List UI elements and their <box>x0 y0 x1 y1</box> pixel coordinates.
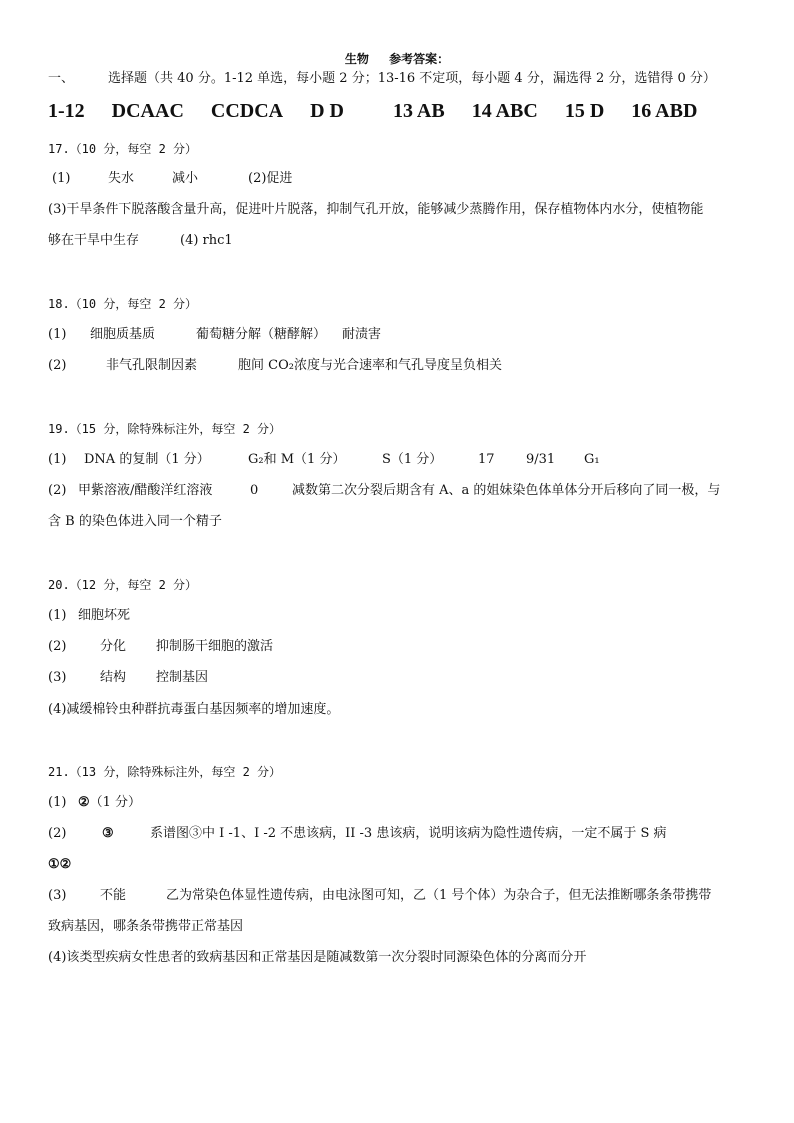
q19-header: 19.（15 分，除特殊标注外，每空 2 分） <box>48 422 282 436</box>
answer-16: 16 ABD <box>631 100 698 122</box>
q21-line6: (4)该类型疾病女性患者的致病基因和正常基因是随减数第一次分裂时同源染色体的分离而分开 <box>48 950 587 965</box>
page-title <box>0 50 794 68</box>
section1-text: 选择题（共 40 分。1-12 单选，每小题 2 分；13-16 不定项，每小题 4 分，漏选得 2 分，选错得 0 分） <box>108 71 716 86</box>
q21-line5: 致病基因，哪条条带携带正常基因 <box>48 919 244 934</box>
answer-13: 13 AB <box>393 100 445 122</box>
section1-number: 一、 <box>48 71 75 86</box>
answer-group-1: DCAAC <box>111 100 184 122</box>
q20-line1: (1) 细胞坏死 <box>48 608 131 623</box>
answer-group-3: D D <box>310 100 344 122</box>
q17-line3: 够在干旱中生存 (4) rhc1 <box>48 233 233 248</box>
q21-line3: ①② <box>48 857 72 872</box>
answer-key-title: 参考答案： <box>389 52 450 66</box>
answer-14: 14 ABC <box>471 100 538 122</box>
q21-line2: (2) ③ 系谱图③中 I -1、I -2 不患该病，II -3 患该病，说明该病为隐性遗传病，一定不属于 S 病 <box>48 826 667 841</box>
q18-header: 18.（10 分，每空 2 分） <box>48 297 198 311</box>
q19-line2: (2) 甲紫溶液/醋酸洋红溶液 0 减数第二次分裂后期含有 A、a 的姐妹染色体单体分开后移向了同一极，与 <box>48 483 721 498</box>
q20-line2: (2) 分化 抑制肠干细胞的激活 <box>48 639 274 654</box>
q18-line2: (2) 非气孔限制因素 胞间 CO₂浓度与光合速率和气孔导度呈负相关 <box>48 358 502 373</box>
q21-line1: (1) ②（1 分） <box>48 795 142 810</box>
q17-line2: (3)干旱条件下脱落酸含量升高，促进叶片脱落，抑制气孔开放，能够减少蒸腾作用，保存植物体内水分，使植物能 <box>48 202 704 217</box>
q19-line3: 含 B 的染色体进入同一个精子 <box>48 514 222 529</box>
q17-line1: (1) 失水 减小 (2)促进 <box>52 171 293 186</box>
q20-line3: (3) 结构 控制基因 <box>48 670 209 685</box>
q20-line4: (4)减缓棉铃虫种群抗毒蛋白基因频率的增加速度。 <box>48 702 340 717</box>
q20-header: 20.（12 分，每空 2 分） <box>48 578 198 592</box>
q21-line4: (3) 不能 乙为常染色体显性遗传病，由电泳图可知，乙（1 号个体）为杂合子，但无法推断哪条条带携带 <box>48 888 712 903</box>
q21-header: 21.（13 分，除特殊标注外，每空 2 分） <box>48 765 282 779</box>
q18-line1: (1) 细胞质基质 葡萄糖分解（糖酵解） 耐渍害 <box>48 327 382 342</box>
subject-title: 生物 <box>344 52 369 66</box>
choice-answers-row <box>48 98 719 124</box>
q19-line1: (1) DNA 的复制（1 分） G₂和 M（1 分） S（1 分） 17 9/31 G₁ <box>48 452 600 467</box>
answer-range: 1-12 <box>48 100 85 122</box>
section1-heading <box>48 70 716 88</box>
answer-15: 15 D <box>564 100 605 122</box>
answer-group-2: CCDCA <box>210 100 284 122</box>
q17-header: 17.（10 分，每空 2 分） <box>48 142 198 156</box>
